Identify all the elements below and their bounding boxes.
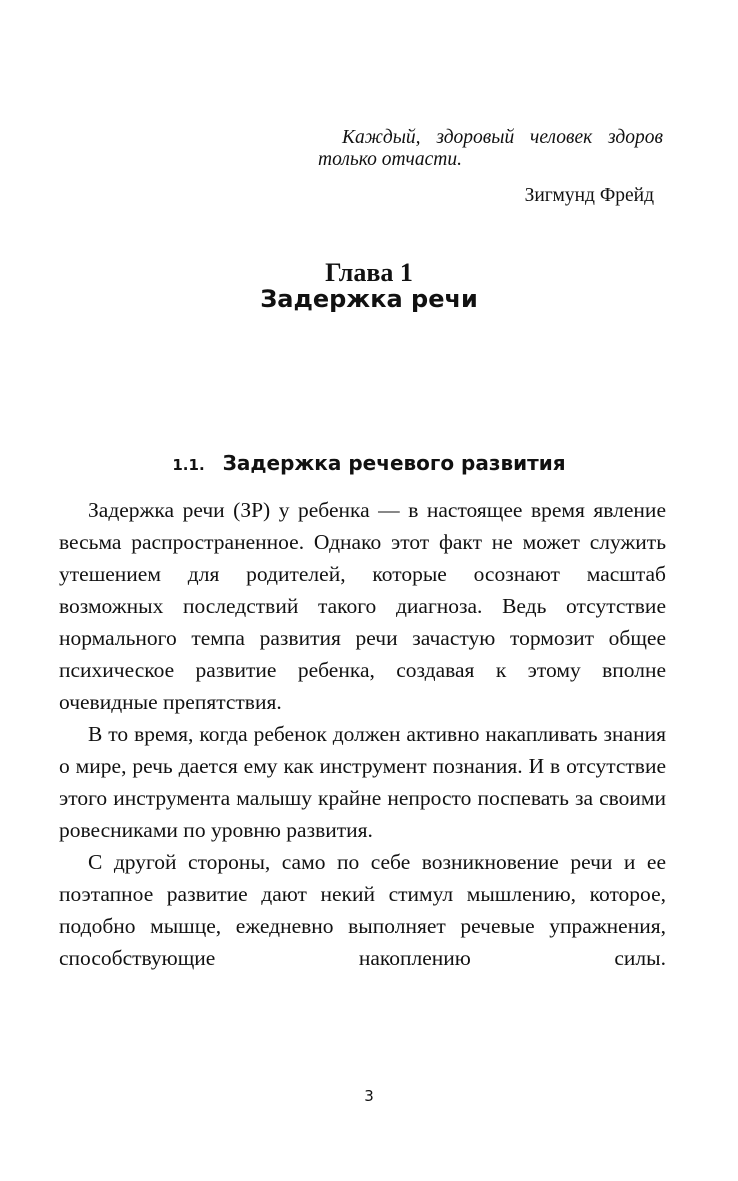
- page-number: 3: [364, 1087, 374, 1105]
- epigraph-author: Зигмунд Фрейд: [524, 185, 654, 206]
- section-heading: [0, 448, 738, 480]
- paragraph: Задержка речи (ЗР) у ребенка — в настоящее время явление весьма распространенное. Однако этот факт не может служить утешением для родителей, которые осознают масштаб возможных последствий такого диагноза. Ведь отсутствие нормального темпа развития речи зачастую тормозит общее психическое развитие ребенка, создавая к этому вполне очевидные препятствия.: [59, 498, 666, 714]
- epigraph: [318, 127, 663, 206]
- body-text: [59, 494, 666, 974]
- chapter-title: Задержка речи: [260, 285, 478, 313]
- chapter-label: Глава 1: [325, 258, 413, 287]
- section-title: Задержка речевого развития: [222, 451, 566, 475]
- paragraph: С другой стороны, само по себе возникновение речи и ее поэтапное развитие дают некий стимул мышлению, которое, подобно мышце, ежедневно выполняет речевые упражнения, способствующие накоплению силы.: [59, 850, 666, 970]
- paragraph: В то время, когда ребенок должен активно накапливать знания о мире, речь дается ему как инструмент познания. И в отсутствие этого инструмента малышу крайне непросто поспевать за своими ровесниками по уровню развития.: [59, 722, 666, 842]
- epigraph-quote: Каждый, здоровый человек здоров только отчасти.: [318, 127, 663, 170]
- section-number: 1.1.: [172, 456, 205, 474]
